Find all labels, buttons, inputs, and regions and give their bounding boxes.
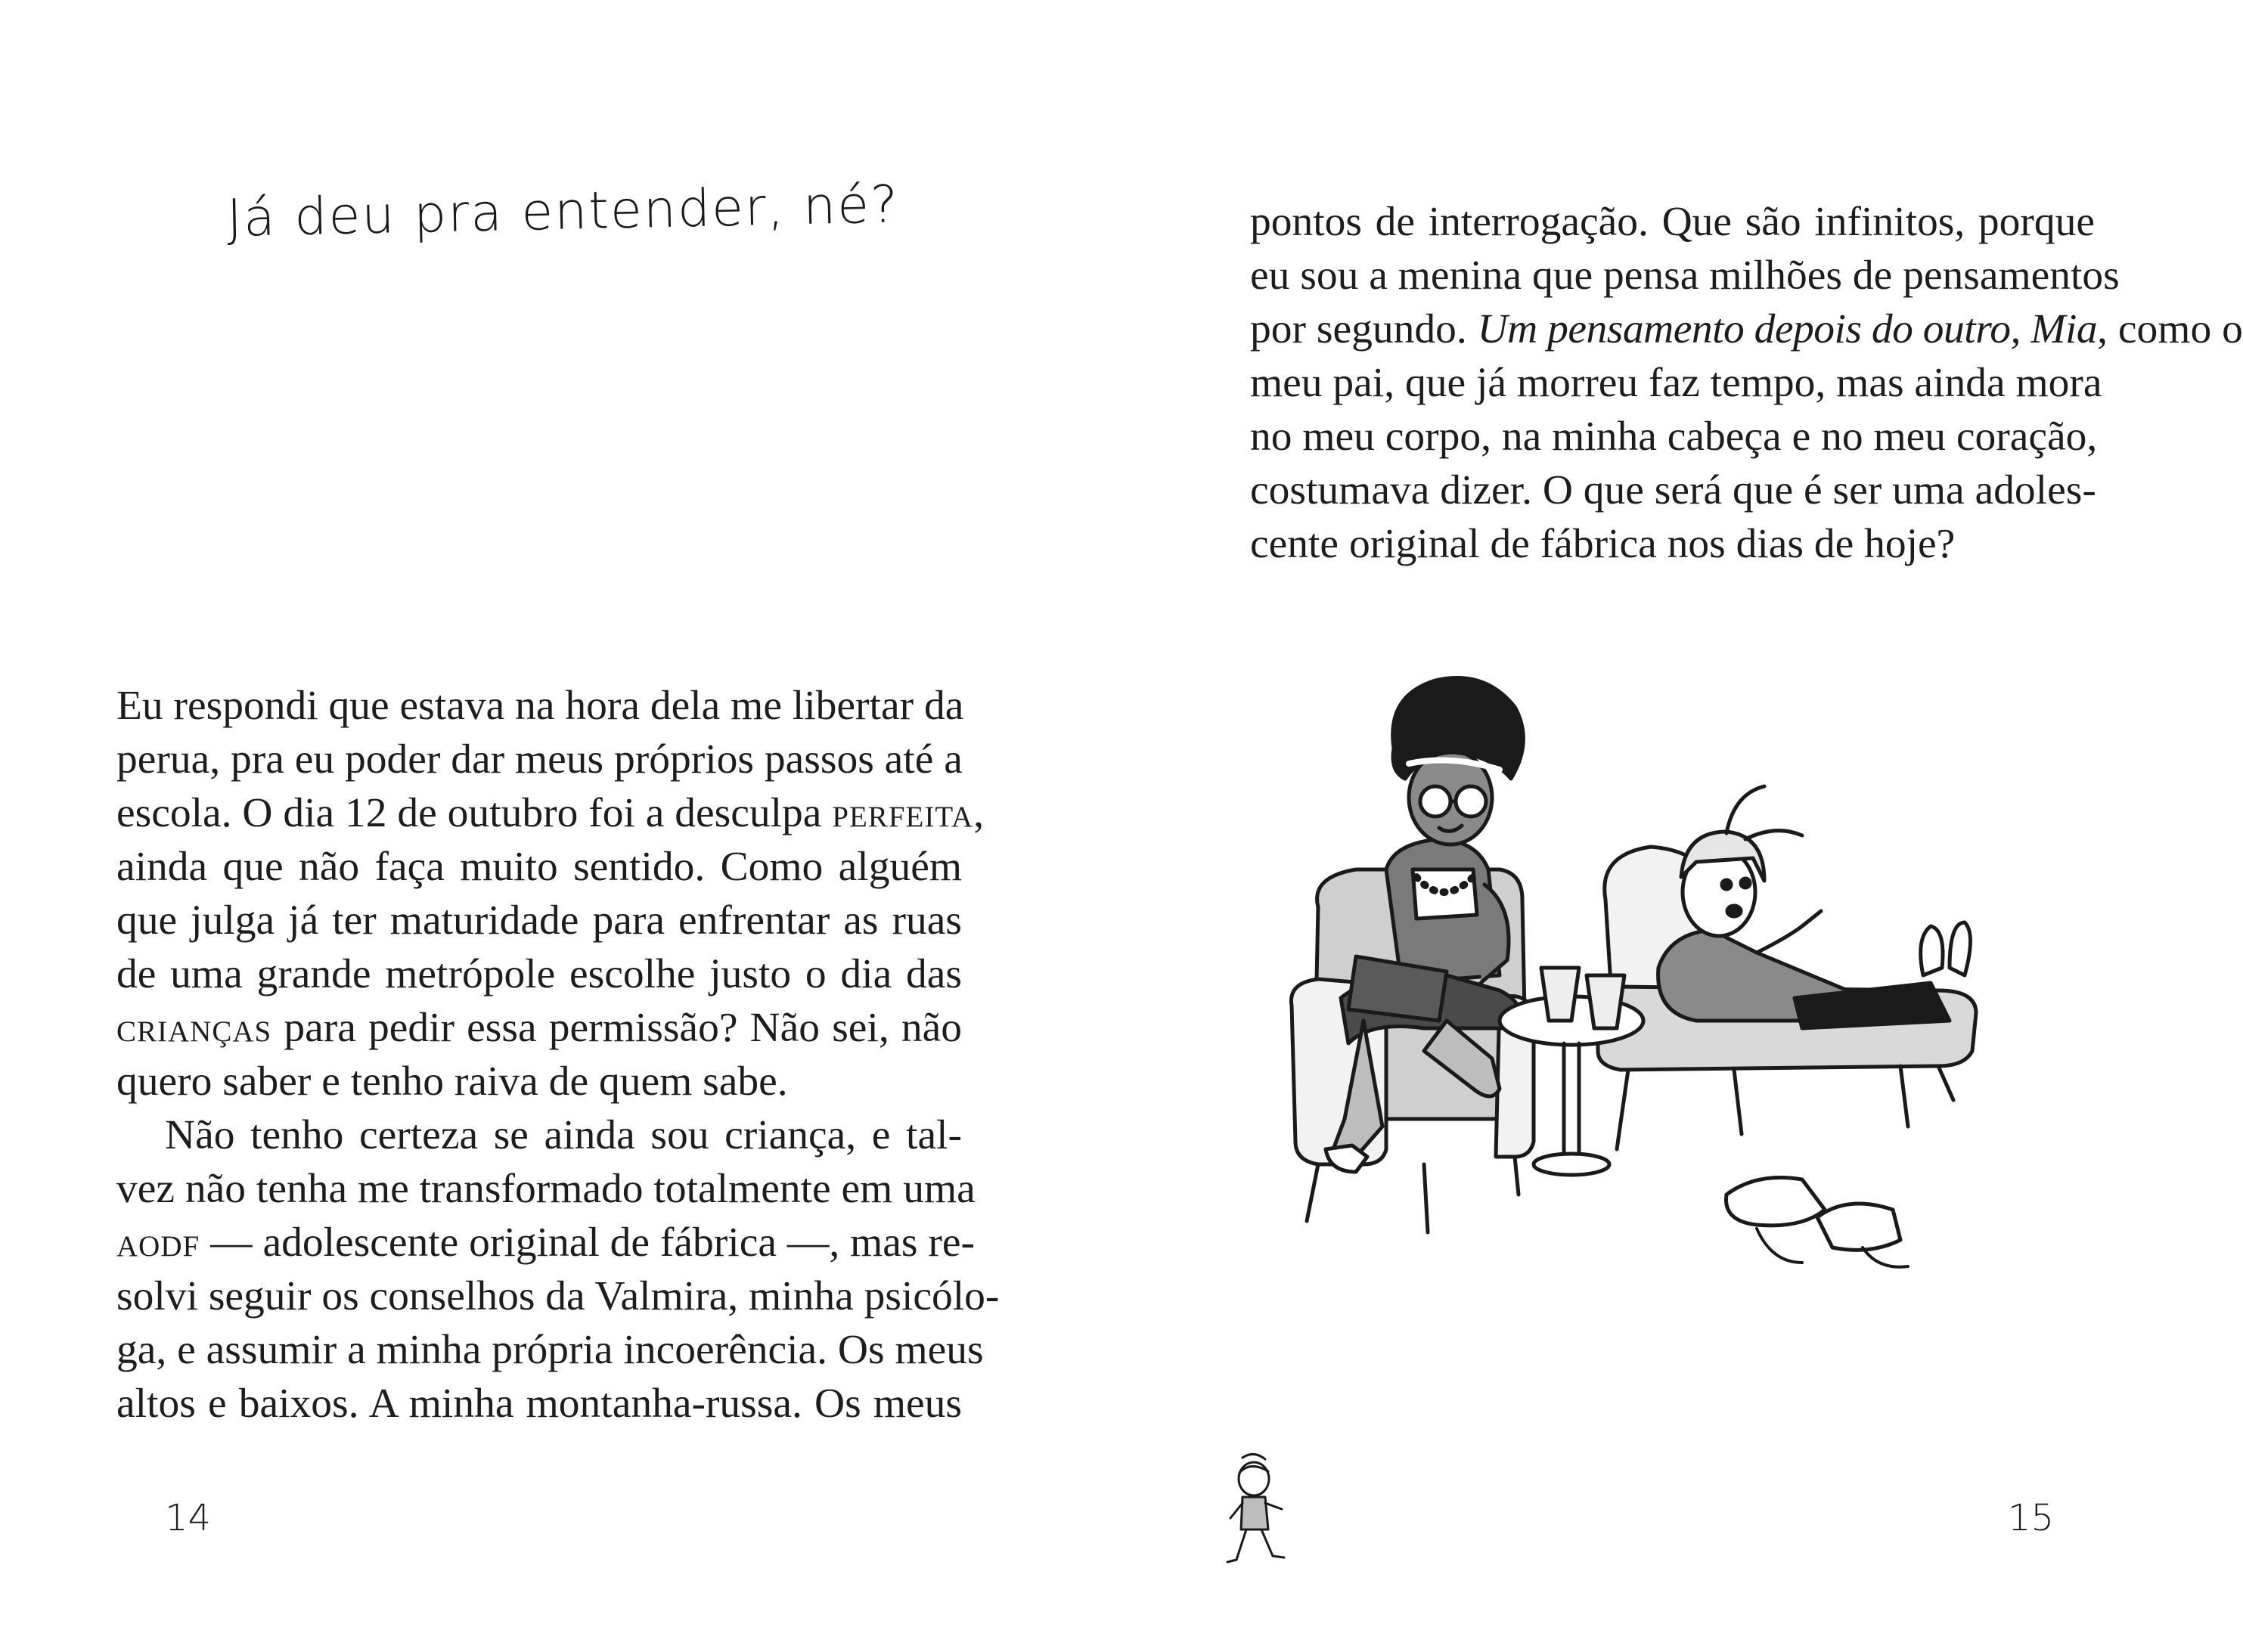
text-line: vez não tenha me transformado totalmente em uma	[116, 1166, 976, 1212]
therapy-session-illustration-icon	[1273, 665, 2006, 1300]
text-span: por segundo.	[1250, 306, 1478, 352]
text-line: Eu respondi que estava na hora dela me libertar da	[116, 683, 964, 729]
text-line	[116, 786, 985, 840]
text-line: de uma grande metrópole escolhe justo o dia das	[116, 951, 962, 997]
chapter-heading: Já deu pra entender, né?	[226, 175, 900, 249]
text-line: quero saber e tenho raiva de quem sabe.	[116, 1058, 788, 1105]
italic-quote: Um pensamento depois do outro, Mia	[1477, 306, 2098, 352]
text-line: cente original de fábrica nos dias de hoje?	[1250, 521, 1956, 567]
text-span: escola. O dia 12 de outubro foi a desculpa	[116, 790, 833, 836]
text-span: para pedir essa permissão? Não sei, não	[271, 1005, 962, 1051]
text-line	[116, 1216, 975, 1269]
text-span: ,	[973, 790, 985, 836]
text-line: solvi seguir os conselhos da Valmira, minha psicólo-	[116, 1273, 1000, 1319]
page-number-right: 15	[2008, 1497, 2055, 1539]
text-line: que julga já ter maturidade para enfrentar as ruas	[116, 897, 962, 944]
left-body-text	[116, 679, 1000, 1430]
right-body-text	[1250, 195, 2243, 571]
small-caps-word: perfeita	[832, 790, 974, 836]
walking-girl-icon	[1212, 1450, 1295, 1571]
text-line: ga, e assumir a minha própria incoerência. Os meus	[116, 1327, 984, 1373]
text-line	[116, 1001, 962, 1055]
text-line: perua, pra eu poder dar meus próprios passos até a	[116, 736, 963, 783]
text-line: meu pai, que já morreu faz tempo, mas ainda mora	[1250, 360, 2102, 406]
text-span: — adolescente original de fábrica —, mas re-	[200, 1220, 975, 1266]
text-line: ainda que não faça muito sentido. Como alguém	[116, 844, 962, 890]
text-line	[1250, 302, 2243, 356]
small-caps-word: aodf	[116, 1220, 200, 1266]
text-line: eu sou a menina que pensa milhões de pensamentos	[1250, 253, 2120, 299]
text-line: Não tenho certeza se ainda sou criança, e tal-	[165, 1112, 962, 1158]
text-line: altos e baixos. A minha montanha-russa. Os meus	[116, 1381, 962, 1427]
text-line: costumava dizer. O que será que é ser uma adoles-	[1250, 467, 2096, 513]
text-line: pontos de interrogação. Que são infinitos, porque	[1250, 199, 2095, 245]
text-line: no meu corpo, na minha cabeça e no meu coração,	[1250, 414, 2098, 460]
page-number-left: 14	[165, 1497, 212, 1539]
left-page	[0, 0, 1099, 1652]
right-page	[1099, 0, 2243, 1652]
small-caps-word: crianças	[116, 1005, 272, 1051]
text-span: , como o	[2097, 306, 2243, 352]
